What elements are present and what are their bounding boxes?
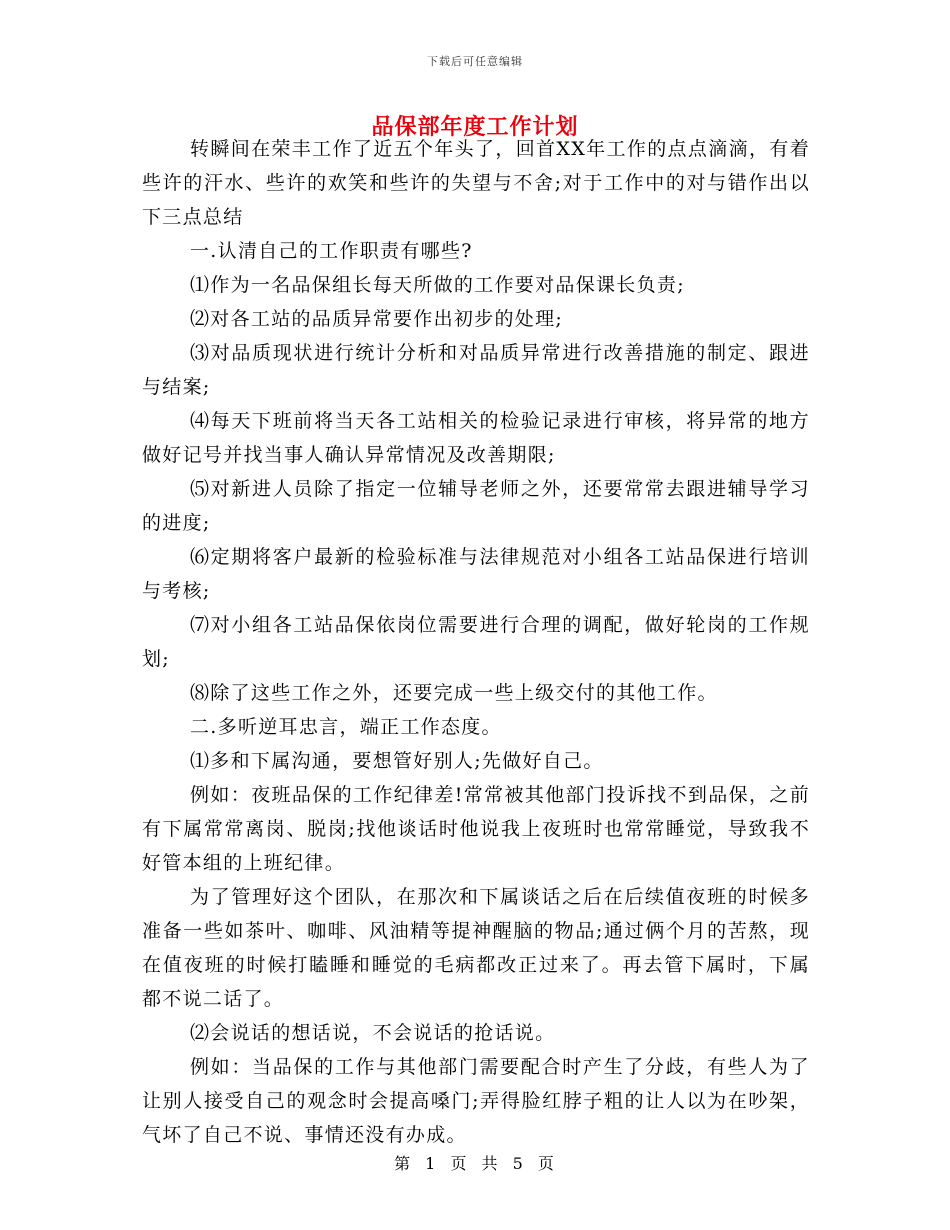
list-item: ⑶对品质现状进行统计分析和对品质异常进行改善措施的制定、跟进与结案;	[142, 342, 810, 398]
example-paragraph: 例如：夜班品保的工作纪律差!常常被其他部门投诉找不到品保，之前有下属常常离岗、脱岗;找他谈话时他说我上夜班时也常常睡觉，导致我不好管本组的上班纪律。	[142, 784, 810, 874]
page-header-note: 下载后可任意编辑	[427, 55, 523, 68]
paragraph-intro: 转瞬间在荣丰工作了近五个年头了，回首XX年工作的点点滴滴，有着些许的汗水、些许的欢笑和些许的失望与不舍;对于工作中的对与错作出以下三点总结	[142, 138, 810, 228]
document-title: 品保部年度工作计划	[371, 114, 579, 140]
body-paragraph: 为了管理好这个团队，在那次和下属谈话之后在后续值夜班的时候多准备一些如茶叶、咖啡、风油精等提神醒脑的物品;通过俩个月的苦熬，现在值夜班的时候打瞌睡和睡觉的毛病都改正过来了。再去管下属时，下属都不说二话了。	[142, 886, 810, 1010]
list-item: ⑴作为一名品保组长每天所做的工作要对品保课长负责;	[190, 274, 685, 296]
list-item: ⑷每天下班前将当天各工站相关的检验记录进行审核，将异常的地方做好记号并找当事人确认异常情况及改善期限;	[142, 410, 810, 466]
example-paragraph: 例如：当品保的工作与其他部门需要配合时产生了分歧，有些人为了让别人接受自己的观念时会提高嗓门;弄得脸红脖子粗的让人以为在吵架，气坏了自己不说、事情还没有办成。	[142, 1056, 810, 1146]
list-item: ⑵会说话的想话说，不会说话的抢话说。	[190, 1022, 556, 1044]
list-item: ⑵对各工站的品质异常要作出初步的处理;	[190, 308, 564, 330]
list-item: ⑴多和下属沟通，要想管好别人;先做好自己。	[190, 750, 604, 772]
section-heading-2: 二.多听逆耳忠言，端正工作态度。	[190, 716, 502, 738]
page-number-footer: 第 1 页 共 5 页	[394, 1154, 556, 1173]
list-item: ⑻除了这些工作之外，还要完成一些上级交付的其他工作。	[190, 682, 718, 704]
document-body	[142, 132, 810, 1152]
section-heading-1: 一.认清自己的工作职责有哪些?	[190, 240, 473, 262]
list-item: ⑸对新进人员除了指定一位辅导老师之外，还要常常去跟进辅导学习的进度;	[142, 478, 810, 534]
list-item: ⑺对小组各工站品保依岗位需要进行合理的调配，做好轮岗的工作规划;	[142, 614, 810, 670]
list-item: ⑹定期将客户最新的检验标准与法律规范对小组各工站品保进行培训与考核;	[142, 546, 810, 602]
